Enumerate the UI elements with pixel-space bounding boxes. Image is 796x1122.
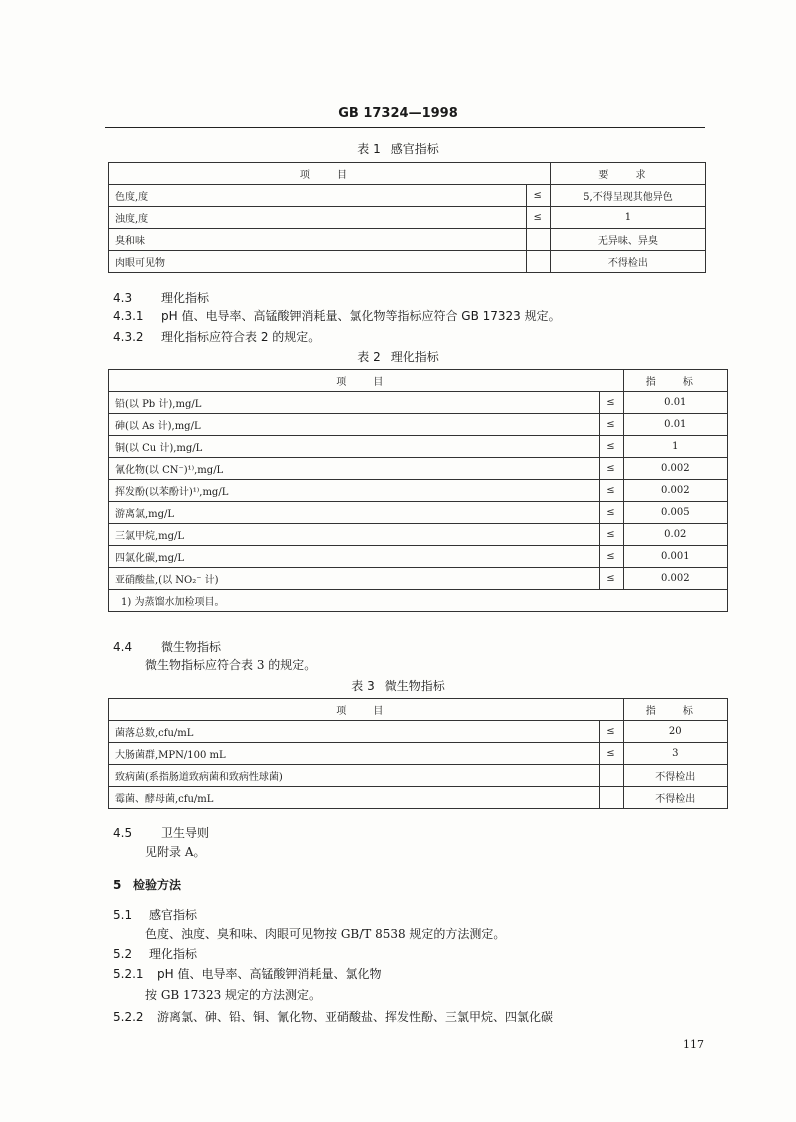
section-number: 4.3.2 [113,330,144,344]
table2-caption [0,348,796,365]
row-operator: ≤ [600,721,623,743]
row-operator: ≤ [600,392,623,414]
row-value: 不得检出 [623,765,727,787]
row-value: 5,不得呈现其他异色 [550,185,705,207]
section-4-3-1 [113,307,561,324]
table2-caption-title: 理化指标 [390,350,439,364]
table-row [109,765,728,787]
table-row [109,229,706,251]
section-title: 检验方法 [133,878,182,892]
row-value: 0.01 [623,392,727,414]
section-number: 5.2.1 [113,967,144,981]
section-5-2-1-text: 按 GB 17323 规定的方法测定。 [145,988,322,1002]
table3-caption-title: 微生物指标 [384,679,445,693]
table3-caption [0,677,796,694]
table-row [109,392,728,414]
row-item: 三氯甲烷,mg/L [109,524,600,546]
column-header-index: 指 标 [623,699,727,721]
section-number: 4.4 [113,640,133,654]
table-row [109,502,728,524]
table-row [109,787,728,809]
table-row [109,568,728,590]
section-5-2-1-heading [113,965,381,982]
row-value: 不得检出 [550,251,705,273]
table-row [109,458,728,480]
table-header-row [109,163,706,185]
section-5-heading [113,876,181,893]
row-operator: ≤ [600,743,623,765]
column-header-item: 项 目 [109,163,551,185]
standard-code-header: GB 17324—1998 [338,106,458,121]
section-number: 4.3.1 [113,309,144,323]
section-4-5-text: 见附录 A。 [145,845,206,859]
row-value: 0.002 [623,568,727,590]
table-row [109,721,728,743]
row-item: 致病菌(系指肠道致病菌和致病性球菌) [109,765,600,787]
section-title: 理化指标 [161,291,210,305]
table-row [109,546,728,568]
row-operator: ≤ [527,207,550,229]
row-operator: ≤ [600,568,623,590]
section-number: 4.5 [113,826,133,840]
section-number: 4.3 [113,291,133,305]
table-row [109,185,706,207]
section-5-2-2-heading [113,1008,553,1025]
section-title: pH 值、电导率、高锰酸钾消耗量、氯化物 [157,967,382,981]
row-item: 氰化物(以 CN⁻)¹⁾,mg/L [109,458,600,480]
row-item: 浊度,度 [109,207,527,229]
column-header-index: 指 标 [623,370,727,392]
section-5-1-heading [113,906,197,923]
row-operator: ≤ [600,480,623,502]
column-header-requirement: 要 求 [550,163,705,185]
row-value: 0.002 [623,480,727,502]
table-row [109,414,728,436]
row-operator: ≤ [600,436,623,458]
table-row [109,436,728,458]
row-value: 不得检出 [623,787,727,809]
table-row [109,251,706,273]
table-row [109,207,706,229]
section-5-2-heading [113,945,197,962]
table1-caption [0,140,796,157]
section-4-3-heading [113,289,209,306]
row-operator: ≤ [600,414,623,436]
row-value: 1 [550,207,705,229]
column-header-item: 项 目 [109,699,624,721]
table1-caption-number: 表 1 [357,142,381,156]
row-value: 0.02 [623,524,727,546]
section-number: 5.2 [113,947,133,961]
row-operator: ≤ [600,458,623,480]
row-value: 1 [623,436,727,458]
table-row [109,524,728,546]
column-header-item: 项 目 [109,370,624,392]
table1-caption-title: 感官指标 [390,142,439,156]
table2-caption-number: 表 2 [357,350,381,364]
table-header-row [109,699,728,721]
section-title: 卫生导则 [161,826,210,840]
section-4-3-2 [113,328,320,345]
table-footnote-row [109,590,728,612]
row-operator [527,229,550,251]
section-title: 游离氯、砷、铅、铜、氰化物、亚硝酸盐、挥发性酚、三氯甲烷、四氯化碳 [157,1010,554,1024]
section-5-1-text: 色度、浊度、臭和味、肉眼可见物按 GB/T 8538 规定的方法测定。 [145,927,506,941]
table-footnote: 1) 为蒸馏水加检项目。 [109,590,728,612]
row-item: 色度,度 [109,185,527,207]
row-value: 20 [623,721,727,743]
row-item: 亚硝酸盐,(以 NO₂⁻ 计) [109,568,600,590]
row-item: 游离氯,mg/L [109,502,600,524]
table-row [109,480,728,502]
table-row [109,743,728,765]
row-item: 挥发酚(以苯酚计)¹⁾,mg/L [109,480,600,502]
header-divider [105,127,705,128]
section-title: 感官指标 [149,908,198,922]
row-item: 铅(以 Pb 计),mg/L [109,392,600,414]
section-text: pH 值、电导率、高锰酸钾消耗量、氯化物等指标应符合 GB 17323 规定。 [161,309,561,323]
section-4-4-heading [113,638,221,655]
row-operator: ≤ [527,185,550,207]
section-title: 理化指标 [149,947,198,961]
table2-physicochemical [108,369,728,612]
row-item: 砷(以 As 计),mg/L [109,414,600,436]
section-number: 5 [113,878,122,892]
section-text: 理化指标应符合表 2 的规定。 [161,330,321,344]
row-operator [527,251,550,273]
row-item: 四氯化碳,mg/L [109,546,600,568]
row-item: 菌落总数,cfu/mL [109,721,600,743]
section-number: 5.2.2 [113,1010,144,1024]
table-header-row [109,370,728,392]
table1-sensory [108,162,706,273]
row-item: 大肠菌群,MPN/100 mL [109,743,600,765]
section-title: 微生物指标 [161,640,222,654]
row-item: 臭和味 [109,229,527,251]
row-value: 3 [623,743,727,765]
row-value: 0.001 [623,546,727,568]
table3-microbiological [108,698,728,809]
row-operator [600,765,623,787]
row-operator: ≤ [600,524,623,546]
row-value: 0.002 [623,458,727,480]
table3-caption-number: 表 3 [351,679,375,693]
row-value: 0.01 [623,414,727,436]
section-4-5-heading [113,824,209,841]
page-number: 117 [683,1038,704,1051]
row-value: 无异味、异臭 [550,229,705,251]
row-item: 肉眼可见物 [109,251,527,273]
section-4-4-text: 微生物指标应符合表 3 的规定。 [145,658,317,672]
row-item: 霉菌、酵母菌,cfu/mL [109,787,600,809]
row-item: 铜(以 Cu 计),mg/L [109,436,600,458]
row-operator: ≤ [600,502,623,524]
row-operator [600,787,623,809]
row-operator: ≤ [600,546,623,568]
section-number: 5.1 [113,908,133,922]
row-value: 0.005 [623,502,727,524]
